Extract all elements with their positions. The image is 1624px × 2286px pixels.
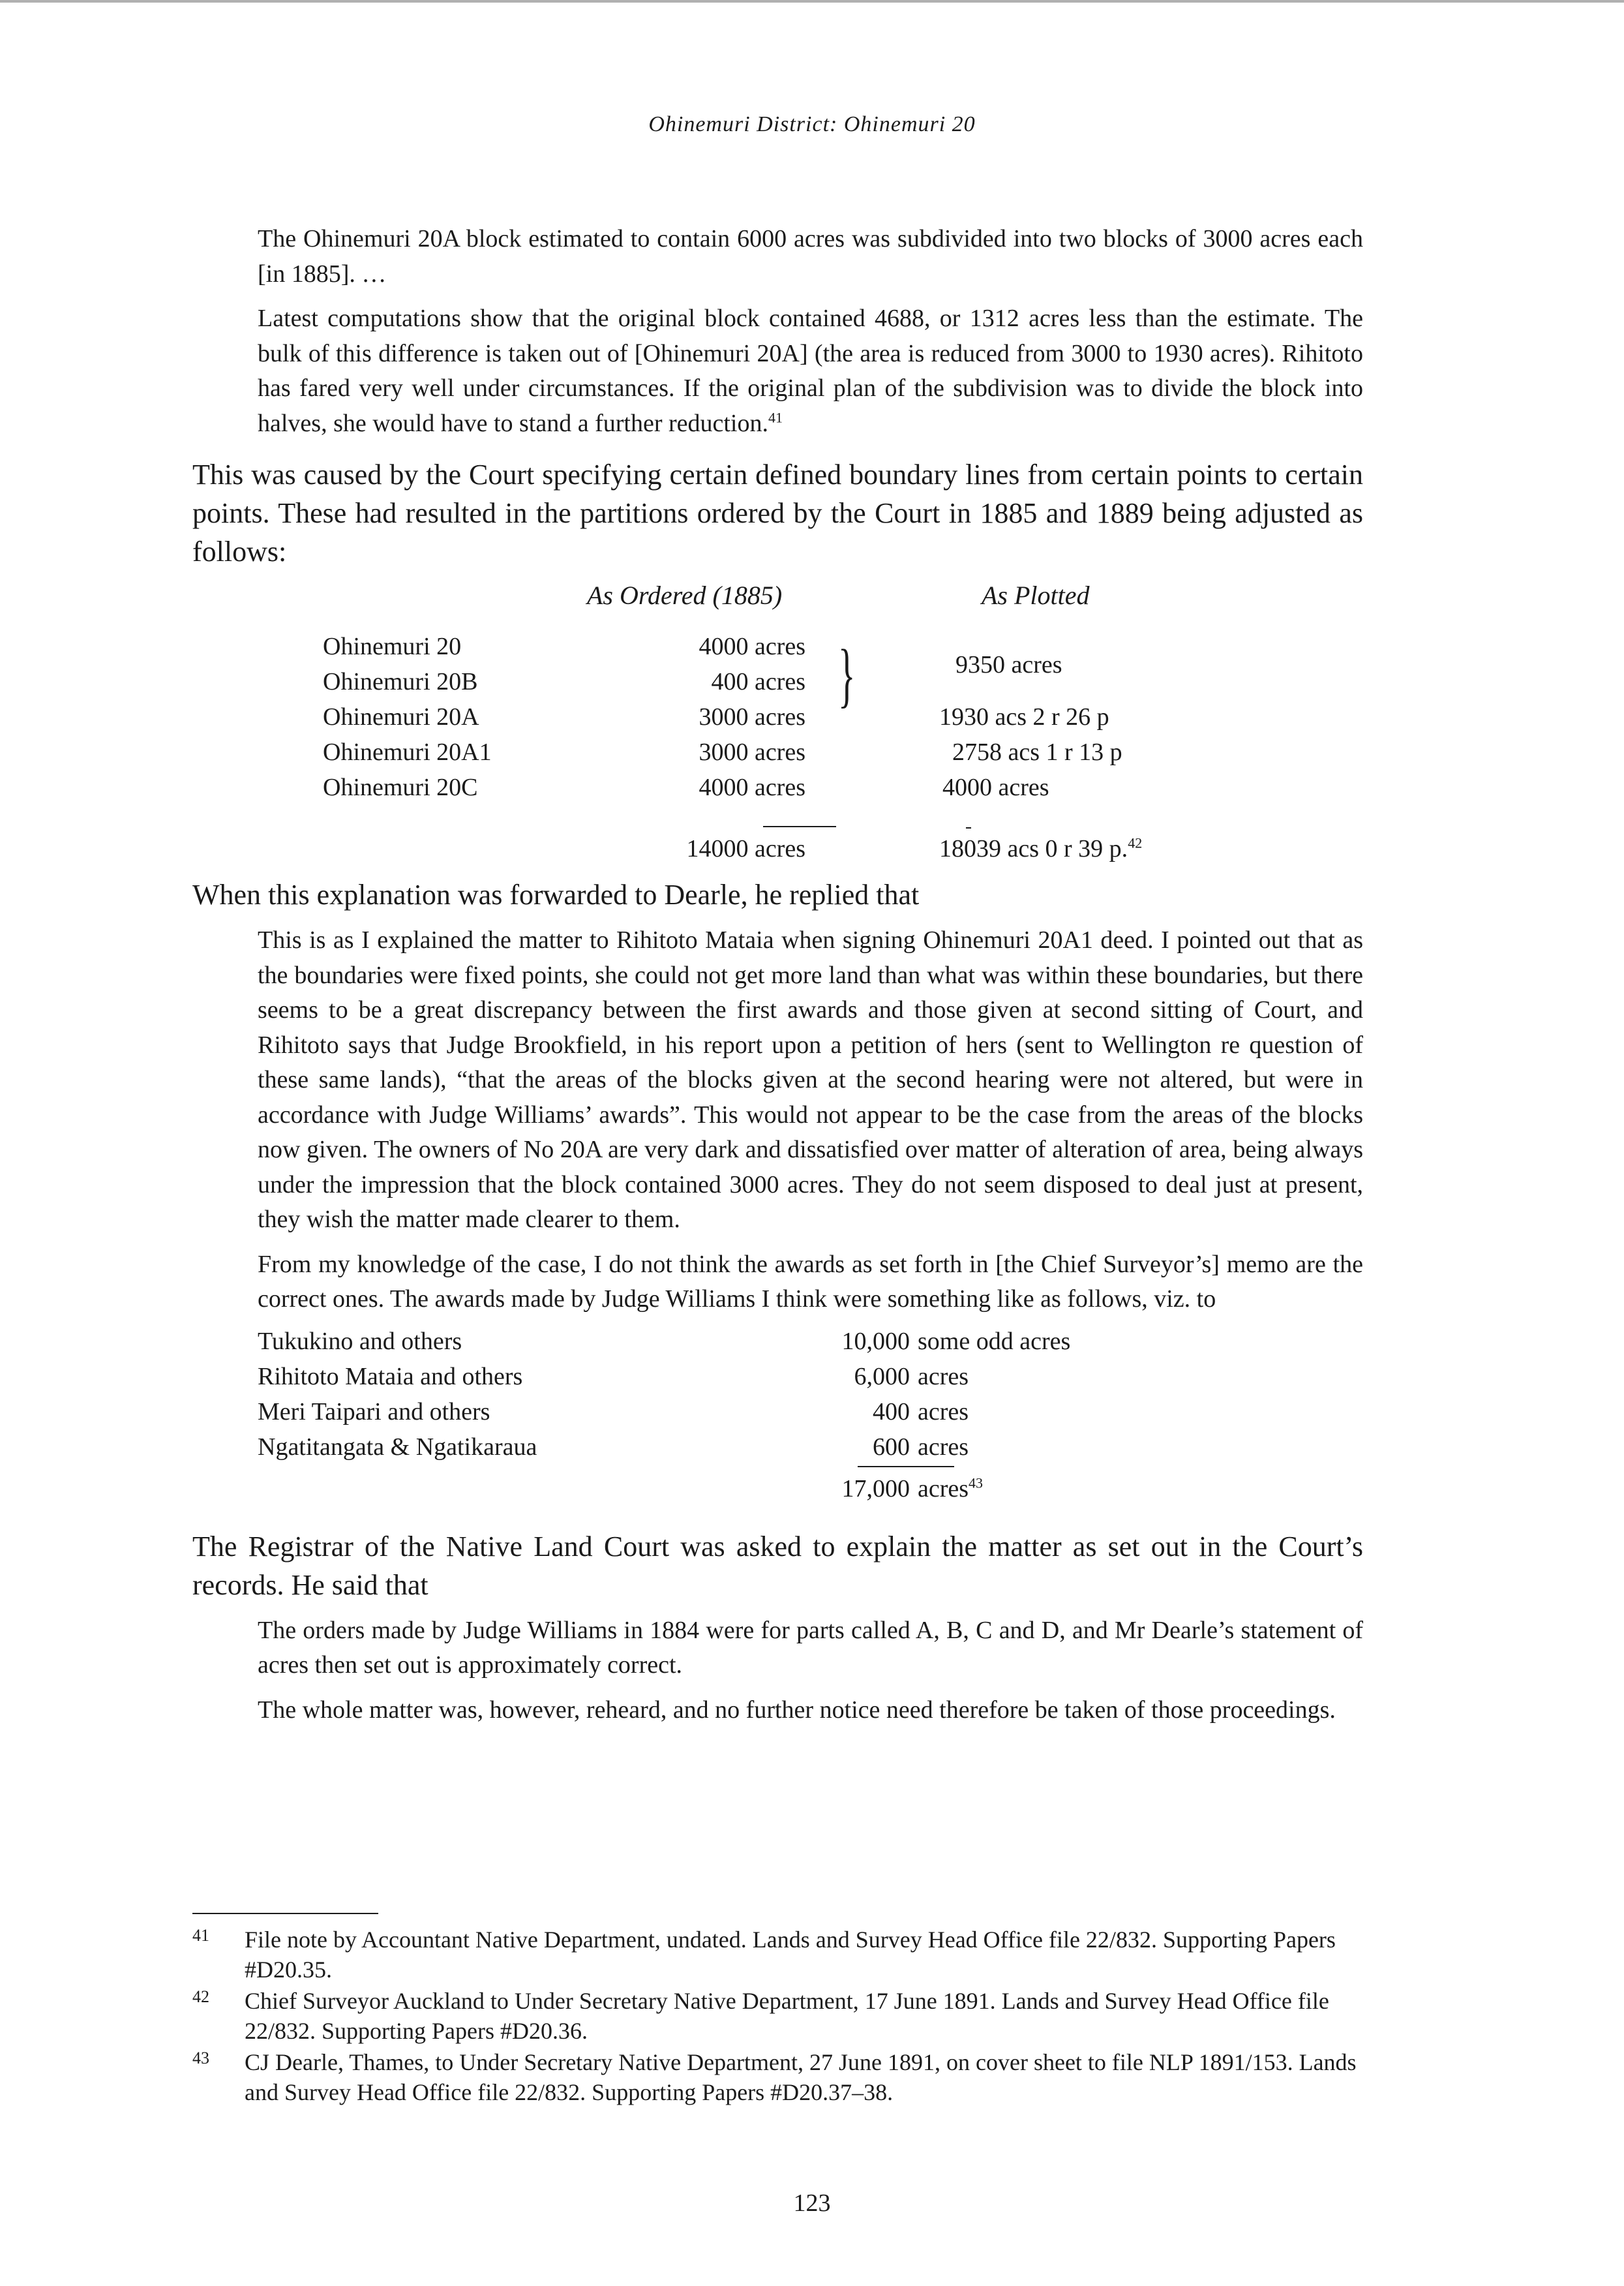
table-row xyxy=(192,703,1363,738)
footnote xyxy=(192,1925,1363,1985)
award-amount: 600 xyxy=(873,1433,910,1461)
table-total-row xyxy=(192,834,1363,870)
award-amount: 10,000 xyxy=(841,1327,910,1355)
top-rule xyxy=(0,0,1624,3)
award-amount: 400 xyxy=(873,1397,910,1425)
award-unit: some odd acres xyxy=(918,1327,1071,1355)
footnotes xyxy=(192,1925,1363,2109)
footnote xyxy=(192,2047,1363,2107)
plotted-acres: 9350 acres xyxy=(955,651,1062,678)
block-quote-3 xyxy=(258,1613,1363,1728)
footnote-ref[interactable]: 41 xyxy=(768,408,783,425)
footnote-text: Chief Surveyor Auckland to Under Secretary Native Department, 17 June 1891. Lands and Survey Head Office file 22/832. Supporting Papers #D20.36. xyxy=(245,1988,1329,2044)
block-name: Ohinemuri 20C xyxy=(323,774,478,801)
award-unit: acres xyxy=(918,1433,969,1461)
quote-paragraph: The Ohinemuri 20A block estimated to contain 6000 acres was subdivided into two blocks of 3000 acres each [in 1885]. … xyxy=(258,225,1363,288)
footnote-text: CJ Dearle, Thames, to Under Secretary Native Department, 27 June 1891, on cover sheet to file NLP 1891/153. Lands and Survey Head Office file 22/832. Supporting Papers #D20.37–38. xyxy=(245,2049,1357,2105)
total-plotted: 18039 acs 0 r 39 p.$^{42}$ xyxy=(939,834,1143,862)
table-row xyxy=(192,632,1363,667)
ordered-acres: 3000 acres xyxy=(699,739,805,766)
table-row xyxy=(192,1362,1298,1397)
award-total-unit: acres$^{43}$ xyxy=(918,1474,984,1502)
quote-paragraph: The orders made by Judge Williams in 1884 were for parts called A, B, C and D, and Mr Dearle’s statement of acres then set out is approximately correct. xyxy=(258,1616,1363,1679)
running-head: Ohinemuri District: Ohinemuri 20 xyxy=(648,112,976,136)
block-name: Ohinemuri 20A xyxy=(323,703,479,731)
ordered-acres: 3000 acres xyxy=(699,703,805,731)
page-body xyxy=(192,222,1363,1737)
quote-paragraph: Latest computations show that the original block contained 4688, or 1312 acres less than the estimate. The bulk of this difference is taken out of [Ohinemuri 20A] (the area is reduced from 3000 to 1930 acres). Rihitoto has fared very well under circumstances. If the original plan of the subdivision was to divide the block into halves, she would have to stand a further reduction.$^{41}$ xyxy=(258,305,1363,437)
total-rule xyxy=(858,1466,954,1467)
awards-table xyxy=(192,1327,1363,1513)
award-amount: 6,000 xyxy=(854,1362,910,1390)
award-total: 17,000 xyxy=(841,1474,910,1502)
body-paragraph: The Registrar of the Native Land Court was asked to explain the matter as set out in the Court’s records. He said that xyxy=(192,1530,1363,1601)
body-paragraph: When this explanation was forwarded to Dearle, he replied that xyxy=(192,879,920,911)
plotted-acres: 1930 acs 2 r 26 p xyxy=(939,703,1109,731)
table-row xyxy=(192,1327,1298,1362)
footnote-number: 43 xyxy=(192,2049,209,2067)
body-paragraph: This was caused by the Court specifying certain defined boundary lines from certain points to certain points. These had resulted in the partitions ordered by the Court in 1885 and 1889 being adjusted as follows: xyxy=(192,459,1363,568)
total-rule xyxy=(763,826,836,827)
plotted-acres: 2758 acs 1 r 13 p xyxy=(952,739,1122,766)
award-unit: acres xyxy=(918,1397,969,1425)
total-rule-mark xyxy=(966,827,971,829)
table-row xyxy=(192,773,1363,808)
column-header-ordered: As Ordered (1885) xyxy=(587,581,783,610)
block-name: Ohinemuri 20B xyxy=(323,668,478,695)
award-recipient: Meri Taipari and others xyxy=(258,1397,490,1425)
footnote-text: File note by Accountant Native Department, undated. Lands and Survey Head Office file 22/832. Supporting Papers #D20.35. xyxy=(245,1927,1336,1983)
quote-paragraph: From my knowledge of the case, I do not think the awards as set forth in [the Chief Surveyor’s] memo are the correct ones. The awards made by Judge Williams I think were something like as follows, viz. to xyxy=(258,1250,1363,1313)
footnote xyxy=(192,1986,1363,2046)
award-recipient: Ngatitangata & Ngatikaraua xyxy=(258,1433,537,1461)
table-row xyxy=(192,1397,1298,1433)
grouping-brace: } xyxy=(838,635,856,714)
table-row xyxy=(192,1433,1298,1468)
acreage-table xyxy=(192,580,1363,870)
block-quote-2 xyxy=(258,923,1363,1317)
footnote-number: 41 xyxy=(192,1926,209,1945)
block-name: Ohinemuri 20 xyxy=(323,633,462,660)
award-unit: acres xyxy=(918,1362,969,1390)
ordered-acres: 400 acres xyxy=(711,668,805,695)
page-number: 123 xyxy=(793,2189,831,2217)
award-recipient: Rihitoto Mataia and others xyxy=(258,1362,523,1390)
footnote-number: 42 xyxy=(192,1987,209,2006)
column-header-plotted: As Plotted xyxy=(982,581,1090,610)
award-recipient: Tukukino and others xyxy=(258,1327,462,1355)
quote-paragraph: The whole matter was, however, reheard, and no further notice need therefore be taken of those proceedings. xyxy=(258,1696,1336,1724)
ordered-acres: 4000 acres xyxy=(699,774,805,801)
table-row xyxy=(192,667,1363,703)
footnote-ref[interactable]: 42 xyxy=(1128,834,1143,851)
quote-paragraph: This is as I explained the matter to Rihitoto Mataia when signing Ohinemuri 20A1 deed. I pointed out that as the boundaries were fixed points, she could not get more land than what was within these boundaries, but there seems to be a great discrepancy between the first awards and those given at second sitting of Court, and Rihitoto says that Judge Brookfield, in his report upon a petition of hers (sent to Wellington re question of these same lands), “that the areas of the blocks given at the second hearing were not altered, but were in accordance with Judge Williams’ awards”. This would not appear to be the case from the areas of the blocks now given. The owners of No 20A are very dark and dissatisfied over matter of alteration of area, being always under the impression that the block contained 3000 acres. They do not seem disposed to deal just at present, they wish the matter made clearer to them. xyxy=(258,926,1363,1233)
block-name: Ohinemuri 20A1 xyxy=(323,739,492,766)
footnote-ref[interactable]: 43 xyxy=(969,1474,984,1491)
total-ordered: 14000 acres xyxy=(686,835,805,862)
footnote-separator xyxy=(192,1913,378,1914)
block-quote-1 xyxy=(258,222,1363,441)
plotted-acres: 4000 acres xyxy=(942,774,1049,801)
table-row xyxy=(192,738,1363,773)
table-total-row xyxy=(192,1474,1298,1510)
ordered-acres: 4000 acres xyxy=(699,633,805,660)
